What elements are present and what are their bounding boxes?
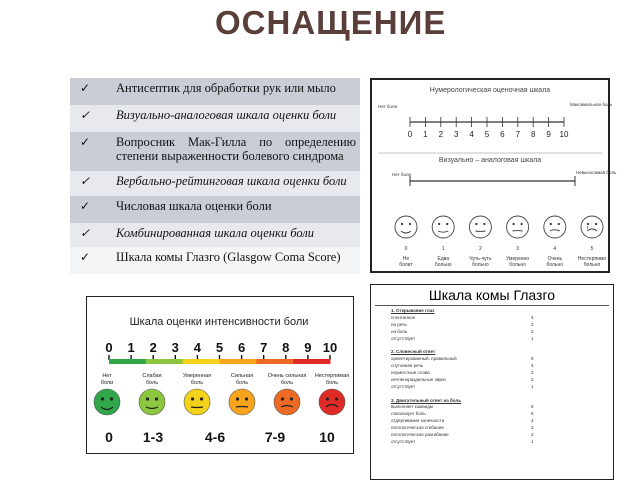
glasgow-score: 1	[531, 383, 534, 389]
intensity-number: 6	[237, 340, 246, 355]
glasgow-score: 2	[531, 432, 534, 438]
list-item	[70, 78, 360, 105]
glasgow-line-text: на боль	[391, 328, 408, 334]
face-eye	[558, 223, 560, 225]
intensity-number: 8	[282, 340, 290, 355]
face-label: больно	[583, 262, 601, 268]
intensity-level-label: боль	[145, 380, 159, 386]
glasgow-line-text	[391, 342, 392, 347]
intensity-color-bar	[109, 359, 331, 364]
pain-face-icon	[432, 216, 454, 238]
face-label: больно	[434, 262, 452, 268]
glasgow-panel	[370, 284, 614, 480]
intensity-face-icon	[274, 389, 300, 415]
glasgow-line	[391, 356, 603, 363]
intensity-face-icon	[319, 389, 345, 415]
glasgow-line-text: спутанная речь	[391, 363, 424, 369]
face-label: Едва	[437, 256, 450, 262]
glasgow-line	[391, 329, 603, 336]
intensity-number: 3	[171, 340, 179, 355]
face-label: Очень	[547, 256, 563, 262]
face-eye	[446, 223, 448, 225]
face-label: Умеренно	[506, 256, 530, 262]
equipment-list	[70, 78, 360, 274]
glasgow-line-text: отсутствует	[391, 335, 416, 341]
list-item-text: Вопросник Мак-Гилла по определению степени выраженности болевого синдрома	[116, 135, 356, 163]
face-number: 1	[441, 246, 445, 252]
intensity-number: 2	[149, 340, 157, 355]
glasgow-line-text: отдергивание конечности	[391, 418, 445, 424]
pain-face-icon	[581, 216, 603, 238]
numeric-right-label: Максимальная боль	[570, 102, 613, 107]
intensity-number: 7	[260, 340, 268, 355]
list-item-text: Числовая шкала оценки боли	[116, 199, 272, 213]
check-icon: ✓	[80, 135, 91, 149]
glasgow-line	[391, 384, 603, 391]
face-eye	[475, 223, 477, 225]
face-eye	[401, 223, 403, 225]
face-number: 4	[553, 246, 557, 252]
intensity-range-label: 7-9	[264, 429, 286, 445]
glasgow-score: 2	[531, 328, 534, 334]
intensity-level-label: Сильная	[230, 373, 254, 379]
face-number: 5	[590, 246, 594, 252]
intensity-number: 4	[193, 340, 202, 355]
intensity-number: 1	[127, 340, 135, 355]
intensity-level-label: боли	[100, 380, 114, 386]
intensity-number: 0	[105, 340, 113, 355]
numeric-ticks	[408, 117, 569, 139]
visual-right-label: Невыносимая боль	[576, 170, 617, 175]
numeric-tick-label: 10	[559, 130, 569, 139]
glasgow-line	[391, 322, 603, 329]
face-eye	[483, 223, 485, 225]
intensity-level-label: Умеренная	[182, 373, 212, 379]
numeric-tick-label: 4	[469, 130, 474, 139]
list-item-text: Комбинированная шкала оценки боли	[116, 226, 314, 240]
page-title: ОСНАЩЕНИЕ	[215, 4, 447, 41]
face-label: Не	[402, 256, 410, 262]
glasgow-line	[391, 370, 603, 377]
glasgow-line	[391, 398, 603, 405]
intensity-ranges	[105, 429, 335, 445]
numeric-tick-label: 2	[438, 130, 444, 139]
face-label: болит	[399, 262, 413, 268]
face-eye	[155, 397, 158, 400]
glasgow-line-text: локализует боль	[391, 411, 426, 417]
intensity-face-icon	[94, 389, 120, 415]
face-eye	[146, 397, 149, 400]
glasgow-line-text: 3. Двигательный ответ на боль	[391, 397, 461, 403]
face-mouth	[236, 407, 248, 408]
face-mouth	[191, 407, 203, 408]
numeric-tick-label: 9	[546, 130, 551, 139]
glasgow-line	[391, 377, 603, 384]
intensity-level-label: боль	[325, 380, 339, 386]
glasgow-score: 4	[531, 418, 534, 424]
face-eye	[521, 223, 523, 225]
glasgow-line-text: выполняет команды	[391, 404, 434, 410]
face-label: Чуть-чуть	[469, 256, 492, 262]
glasgow-line-text	[391, 391, 392, 396]
intensity-level-label: Нестерпимая	[314, 373, 350, 379]
glasgow-line-text: 2. Словесный ответ	[391, 349, 436, 355]
glasgow-line	[391, 404, 603, 411]
intensity-scale-figure	[87, 297, 352, 452]
face-number: 2	[479, 246, 482, 252]
pain-face-icon	[507, 216, 529, 238]
face-eye	[550, 223, 552, 225]
numeric-tick-label: 3	[453, 130, 459, 139]
list-item-text: Визуально-аналоговая шкала оценки боли	[116, 108, 337, 122]
face-eye	[200, 397, 203, 400]
glasgow-line-text: на речь	[391, 321, 407, 327]
check-icon: ✓	[80, 81, 91, 95]
numeric-tick-label: 0	[407, 130, 413, 139]
numeric-tick-label: 1	[423, 130, 428, 139]
intensity-face-icon	[229, 389, 255, 415]
glasgow-line	[391, 439, 603, 446]
intensity-level-label: Очень сильная	[267, 373, 307, 379]
glasgow-line-text: нечленораздельные звуки	[391, 376, 446, 382]
face-eye	[290, 397, 293, 400]
numeric-tick-label: 8	[530, 130, 536, 139]
intensity-level-label: боль	[280, 380, 294, 386]
intensity-bar-segment	[109, 359, 146, 364]
face-label: больно	[546, 262, 564, 268]
glasgow-line-text: отсутствует	[391, 383, 416, 389]
intensity-number: 5	[215, 340, 224, 355]
glasgow-line	[391, 391, 603, 398]
visual-left-label: Нет боли	[392, 172, 412, 177]
face-eye	[101, 397, 104, 400]
numeric-tick-label: 6	[500, 130, 505, 139]
check-icon: ✓	[80, 174, 91, 188]
intensity-face-icon	[184, 389, 210, 415]
pain-scales-figure	[372, 80, 617, 271]
glasgow-score: 5	[531, 356, 534, 362]
intensity-bar-segment	[256, 359, 293, 364]
glasgow-title: Шкала комы Глазго	[428, 287, 556, 303]
glasgow-line-text: ориентированный, правильный	[391, 356, 457, 362]
numeric-left-label: Нет боли	[378, 104, 398, 109]
intensity-level-label: боль	[235, 380, 249, 386]
face-eye	[438, 223, 440, 225]
glasgow-score: 3	[531, 425, 534, 431]
intensity-level-label: Нет	[102, 373, 112, 379]
glasgow-score: 1	[531, 335, 534, 341]
intensity-number: 10	[322, 340, 338, 355]
intensity-scale-panel	[86, 296, 354, 454]
intensity-range-label: 1-3	[142, 429, 164, 445]
face-eye	[513, 223, 515, 225]
numeric-scale-title: Нумерологическая оценочная шкала	[429, 87, 551, 94]
glasgow-line-text: отсутствует	[391, 438, 416, 444]
glasgow-line-text: патологическое разгибание	[391, 432, 449, 438]
glasgow-line	[391, 432, 603, 439]
face-eye	[595, 223, 597, 225]
intensity-levels	[94, 373, 349, 415]
face-eye	[409, 223, 411, 225]
intensity-bar-segment	[183, 359, 220, 364]
intensity-range-label: 4-6	[204, 429, 226, 445]
glasgow-line-text: 1. Открывание глаз	[391, 308, 435, 313]
face-label: больно	[472, 262, 489, 268]
intensity-level-label: боль	[190, 380, 204, 386]
face-eye	[587, 223, 589, 225]
visual-faces	[395, 216, 606, 268]
glasgow-line	[391, 363, 603, 370]
glasgow-score: 4	[531, 363, 534, 369]
glasgow-line-text: спонтанное	[391, 314, 416, 320]
list-item	[70, 171, 360, 196]
intensity-bar-segment	[293, 359, 330, 364]
glasgow-score: 5	[531, 411, 534, 417]
face-eye	[245, 397, 248, 400]
glasgow-score: 3	[531, 321, 534, 327]
pain-face-icon	[544, 216, 566, 238]
glasgow-score: 6	[531, 404, 534, 410]
check-icon: ✓	[80, 199, 91, 213]
face-label: больно	[509, 262, 526, 268]
glasgow-score: 1	[531, 438, 534, 444]
glasgow-score: 3	[531, 370, 534, 376]
list-item	[70, 132, 360, 171]
list-item	[70, 223, 360, 247]
list-item	[70, 196, 360, 223]
face-eye	[236, 397, 239, 400]
list-item	[70, 105, 360, 132]
face-eye	[281, 397, 284, 400]
list-item-text: Вербально-рейтинговая шкала оценки боли	[116, 174, 347, 188]
glasgow-score: 2	[531, 376, 534, 382]
glasgow-list	[371, 306, 613, 446]
face-number: 3	[516, 246, 519, 252]
pain-face-icon	[395, 216, 417, 238]
intensity-bar-segment	[146, 359, 183, 364]
face-eye	[335, 397, 338, 400]
intensity-bar-segment	[220, 359, 257, 364]
visual-scale-title: Визуально – аналоговая шкала	[438, 157, 542, 164]
glasgow-line	[391, 418, 603, 425]
face-label: Нестерпимо	[577, 256, 607, 262]
check-icon: ✓	[80, 108, 91, 122]
face-eye	[110, 397, 113, 400]
list-item-text: Антисептик для обработки рук или мыло	[116, 81, 336, 95]
pain-scales-panel	[370, 78, 617, 273]
intensity-face-icon	[139, 389, 165, 415]
list-item	[70, 247, 360, 274]
intensity-range-label: 0	[105, 429, 113, 445]
check-icon: ✓	[80, 226, 91, 240]
numeric-tick-label: 5	[484, 130, 490, 139]
face-number: 0	[404, 246, 408, 252]
intensity-level-label: Слабая	[142, 373, 162, 379]
intensity-numbers	[105, 340, 337, 360]
glasgow-line	[391, 336, 603, 343]
intensity-title: Шкала оценки интенсивности боли	[129, 316, 309, 328]
intensity-number: 9	[304, 340, 312, 355]
glasgow-line	[391, 411, 603, 418]
glasgow-score: 4	[531, 314, 534, 320]
face-eye	[191, 397, 194, 400]
glasgow-line-text: патологическое сгибание	[391, 425, 444, 431]
face-eye	[326, 397, 329, 400]
check-icon: ✓	[80, 250, 91, 264]
glasgow-line	[391, 425, 603, 432]
numeric-tick-label: 7	[515, 130, 521, 139]
list-item-text: Шкала комы Глазго (Glasgow Coma Score)	[116, 250, 341, 264]
glasgow-line-text: неуместные слова	[391, 370, 430, 376]
glasgow-line	[391, 315, 603, 322]
glasgow-line	[391, 308, 603, 315]
pain-face-icon	[469, 216, 491, 238]
intensity-range-label: 10	[319, 429, 335, 445]
